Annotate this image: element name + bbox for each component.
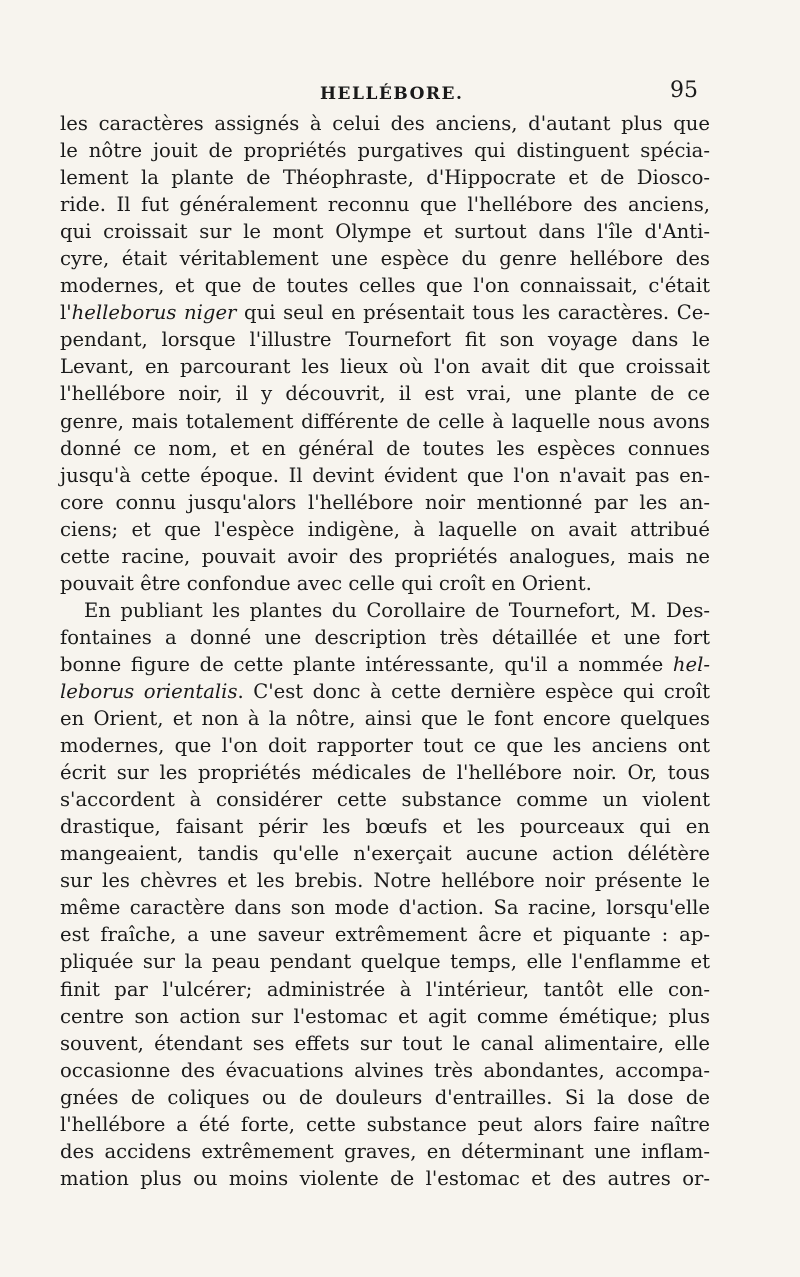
text-segment: pliquée sur la peau pendant quelque temps, elle l'enflamme et (60, 950, 710, 974)
text-line (60, 1003, 710, 1030)
text-line (60, 245, 710, 272)
text-segment: souvent, étendant ses effets sur tout le canal alimentaire, elle (60, 1031, 710, 1055)
text-line (60, 1084, 710, 1111)
text-line (60, 651, 710, 678)
text-segment: jusqu'à cette époque. Il devint évident que l'on n'avait pas en- (60, 463, 710, 487)
text-line (60, 435, 710, 462)
text-segment: qui croissait sur le mont Olympe et surtout dans l'île d'Anti- (60, 220, 710, 244)
text-line (60, 597, 710, 624)
text-segment: l'hellébore noir, il y découvrit, il est vrai, une plante de ce (60, 382, 710, 406)
text-line (60, 948, 710, 975)
text-line (60, 110, 710, 137)
text-line (60, 867, 710, 894)
text-line (60, 380, 710, 407)
text-line (60, 678, 710, 705)
paragraph (60, 110, 710, 597)
text-segment: drastique, faisant périr les bœufs et les pourceaux qui en (60, 815, 710, 839)
page-number: 95 (670, 78, 698, 103)
text-line (60, 462, 710, 489)
text-line (60, 191, 710, 218)
text-line (60, 272, 710, 299)
text-segment: s'accordent à considérer cette substance comme un violent (60, 788, 710, 812)
italic-term: leborus orientalis (60, 679, 238, 703)
text-line (60, 543, 710, 570)
text-line (60, 218, 710, 245)
italic-term: hel- (672, 652, 710, 676)
text-segment: même caractère dans son mode d'action. Sa racine, lorsqu'elle (60, 896, 710, 920)
text-line (60, 299, 710, 326)
text-segment: mangeaient, tandis qu'elle n'exerçait aucune action délétère (60, 842, 710, 866)
text-segment: est fraîche, a une saveur extrêmement âcre et piquante : ap- (60, 923, 710, 947)
text-segment: core connu jusqu'alors l'hellébore noir mentionné par les an- (60, 490, 710, 514)
text-line (60, 759, 710, 786)
text-segment: lement la plante de Théophraste, d'Hippocrate et de Diosco- (60, 166, 710, 190)
text-segment: des accidens extrêmement graves, en déterminant une inflam- (60, 1139, 710, 1163)
text-line (60, 408, 710, 435)
text-line (60, 570, 710, 597)
text-segment: l' (60, 301, 72, 325)
text-segment: qui seul en présentait tous les caractères. Ce- (236, 301, 710, 325)
text-line (60, 1165, 710, 1192)
text-line (60, 813, 710, 840)
text-segment: le nôtre jouit de propriétés purgatives qui distinguent spécia- (60, 139, 710, 163)
text-segment: pendant, lorsque l'illustre Tournefort fit son voyage dans le (60, 328, 710, 352)
text-segment: ciens; et que l'espèce indigène, à laquelle on avait attribué (60, 517, 710, 541)
text-line (60, 705, 710, 732)
text-line (60, 976, 710, 1003)
text-segment: écrit sur les propriétés médicales de l'hellébore noir. Or, tous (60, 761, 710, 785)
text-segment: gnées de coliques ou de douleurs d'entrailles. Si la dose de (60, 1085, 710, 1109)
text-segment: centre son action sur l'estomac et agit comme émétique; plus (60, 1004, 710, 1028)
text-segment: occasionne des évacuations alvines très abondantes, accompa- (60, 1058, 710, 1082)
text-segment: modernes, et que de toutes celles que l'on connaissait, c'était (60, 274, 710, 298)
text-segment: l'hellébore a été forte, cette substance peut alors faire naître (60, 1112, 710, 1136)
running-title: HELLÉBORE. (320, 84, 464, 104)
text-segment: genre, mais totalement différente de celle à laquelle nous avons (60, 409, 710, 433)
text-segment: les caractères assignés à celui des anciens, d'autant plus que (60, 112, 710, 135)
text-line (60, 489, 710, 516)
text-segment: sur les chèvres et les brebis. Notre hellébore noir présente le (60, 869, 710, 893)
text-line (60, 732, 710, 759)
text-line (60, 1030, 710, 1057)
italic-term: helleborus niger (71, 301, 237, 325)
text-line (60, 1138, 710, 1165)
running-head (60, 78, 698, 108)
text-line (60, 921, 710, 948)
text-segment: mation plus ou moins violente de l'estomac et des autres or- (60, 1166, 710, 1190)
text-line (60, 516, 710, 543)
text-line (60, 894, 710, 921)
text-segment: cyre, était véritablement une espèce du genre hellébore des (60, 247, 710, 271)
text-segment: bonne figure de cette plante intéressante, qu'il a nommée (60, 652, 673, 676)
text-line (60, 164, 710, 191)
text-segment: pouvait être confondue avec celle qui croît en Orient. (60, 571, 592, 595)
text-segment: donné ce nom, et en général de toutes les espèces connues (60, 436, 710, 460)
paragraph (60, 597, 710, 1192)
text-segment: . C'est donc à cette dernière espèce qui croît (237, 679, 710, 703)
text-line (60, 137, 710, 164)
text-segment: fontaines a donné une description très détaillée et une fort (60, 625, 710, 649)
text-segment: cette racine, pouvait avoir des propriétés analogues, mais ne (60, 544, 710, 568)
text-line (60, 353, 710, 380)
text-segment: en Orient, et non à la nôtre, ainsi que le font encore quelques (60, 707, 710, 731)
body-text (60, 110, 710, 1192)
text-line (60, 624, 710, 651)
text-line (60, 840, 710, 867)
text-segment: ride. Il fut généralement reconnu que l'hellébore des anciens, (60, 193, 710, 217)
text-line (60, 1111, 710, 1138)
text-segment: Levant, en parcourant les lieux où l'on avait dit que croissait (60, 355, 710, 379)
text-segment: finit par l'ulcérer; administrée à l'intérieur, tantôt elle con- (60, 977, 710, 1001)
text-line (60, 786, 710, 813)
text-line (60, 326, 710, 353)
text-line (60, 1057, 710, 1084)
text-segment: modernes, que l'on doit rapporter tout ce que les anciens ont (60, 734, 710, 758)
text-segment: En publiant les plantes du Corollaire de Tournefort, M. Des- (84, 598, 710, 622)
